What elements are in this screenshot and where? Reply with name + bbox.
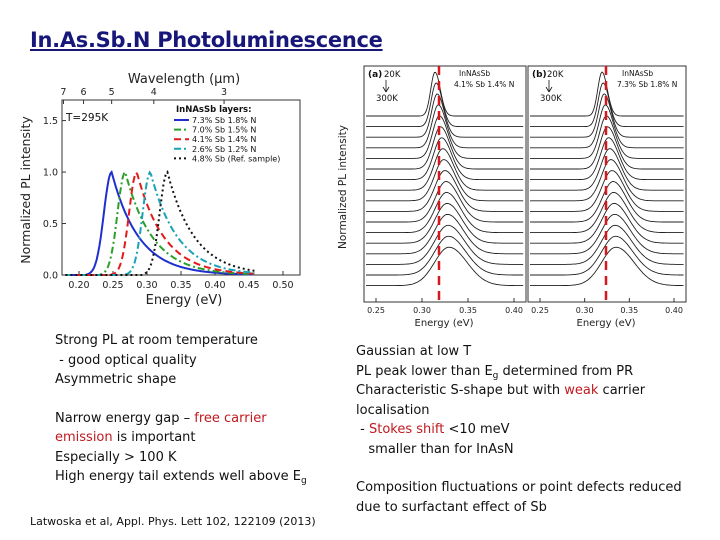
panel-b-tag: (b) [532,70,547,80]
legend-title: InNAsSb layers: [176,105,252,115]
panel-b-composition-2: 7.3% Sb 1.8% N [617,80,678,89]
note-s-shape: Characteristic S-shape but with weak carrier [356,383,646,398]
note-smaller: smaller than for InAsN [356,441,514,457]
x-tick-label: 0.25 [102,280,124,291]
left-x-label: Energy (eV) [145,293,223,308]
x-tick-label: 0.35 [620,306,639,315]
left-y-label: Normalized PL intensity [18,116,33,264]
right-pl-stack-chart [334,62,700,332]
x-tick-label: 0.50 [272,280,294,291]
note-strong-pl: Strong PL at room temperature [55,333,258,348]
top-tick-label: 5 [108,87,115,98]
top-tick-label: 4 [150,87,157,98]
y-tick-label: 1.5 [42,116,58,128]
x-tick-label: 0.30 [575,306,594,315]
note-stokes-shift: - Stokes shift <10 meV [356,422,510,437]
note-emission: emission is important [55,430,196,445]
top-tick-label: 7 [60,87,67,98]
panel-a-x-label: Energy (eV) [414,318,474,329]
panel-b-x-label: Energy (eV) [576,318,636,329]
note-pl-peak: PL peak lower than $E_g$ determined from PR [356,363,634,381]
x-tick-label: 0.30 [136,280,158,291]
x-tick-label: 0.40 [204,280,226,291]
note-especially: Especially > 100 K [55,449,177,465]
temperature-label: T=295K [66,112,109,124]
x-tick-label: 0.40 [665,306,683,315]
y-tick-label: 1.0 [42,167,58,179]
top-tick-label: 6 [80,87,87,98]
panel-b-composition-1: InNAsSb [622,69,654,78]
note-asymmetric: Asymmetric shape [55,372,177,387]
panel-a-low-temp: 300K [376,94,398,104]
note-surfactant: due to surfactant effect of Sb [356,499,547,515]
x-tick-label: 0.40 [505,306,523,315]
right-y-label: Normalized PL intensity [337,125,349,249]
x-tick-label: 0.30 [413,306,431,315]
note-narrow-gap: Narrow energy gap – free carrier [55,410,267,426]
top-tick-label: 3 [221,87,228,98]
y-tick-label: 0.5 [42,219,58,231]
note-gaussian: Gaussian at low T [356,344,472,359]
legend-entry: 7.3% Sb 1.8% N [192,116,257,125]
left-notes [55,331,307,487]
note-high-energy-tail: High energy tail extends well above $E_g$ [55,469,307,486]
panel-a-high-temp: 20K [384,70,401,80]
right-notes [356,342,682,517]
x-tick-label: 0.35 [170,280,192,291]
panel-b-low-temp: 300K [540,94,562,104]
slide-title: In.As.Sb.N Photoluminescence [30,28,383,52]
legend-entry: 7.0% Sb 1.5% N [192,125,257,135]
x-tick-label: 0.25 [531,306,549,315]
x-tick-label: 0.45 [238,280,260,291]
panel-b-high-temp: 20K [547,70,564,80]
x-tick-label: 0.25 [367,306,385,315]
x-tick-label: 0.20 [68,280,90,291]
y-tick-label: 0.0 [42,270,58,282]
legend-entry: 4.8% Sb (Ref. sample) [192,154,281,164]
panel-a-composition-2: 4.1% Sb 1.4% N [454,80,515,89]
x-tick-label: 0.35 [459,306,477,315]
citation: Latwoska et al, Appl. Phys. Lett 102, 122109 (2013) [30,515,316,528]
note-optical-quality: - good optical quality [55,352,197,368]
legend-entry: 2.6% Sb 1.2% N [192,144,257,154]
legend-entry: 4.1% Sb 1.4% N [192,135,257,145]
note-localisation: localisation [356,402,430,418]
panel-a-composition-1: InNAsSb [459,69,491,78]
left-plot-frame [62,100,300,275]
top-axis-label: Wavelength (μm) [127,72,241,87]
note-composition: Composition fluctuations or point defects reduced [356,480,682,495]
left-pl-chart [14,66,312,310]
panel-a-tag: (a) [368,70,383,80]
